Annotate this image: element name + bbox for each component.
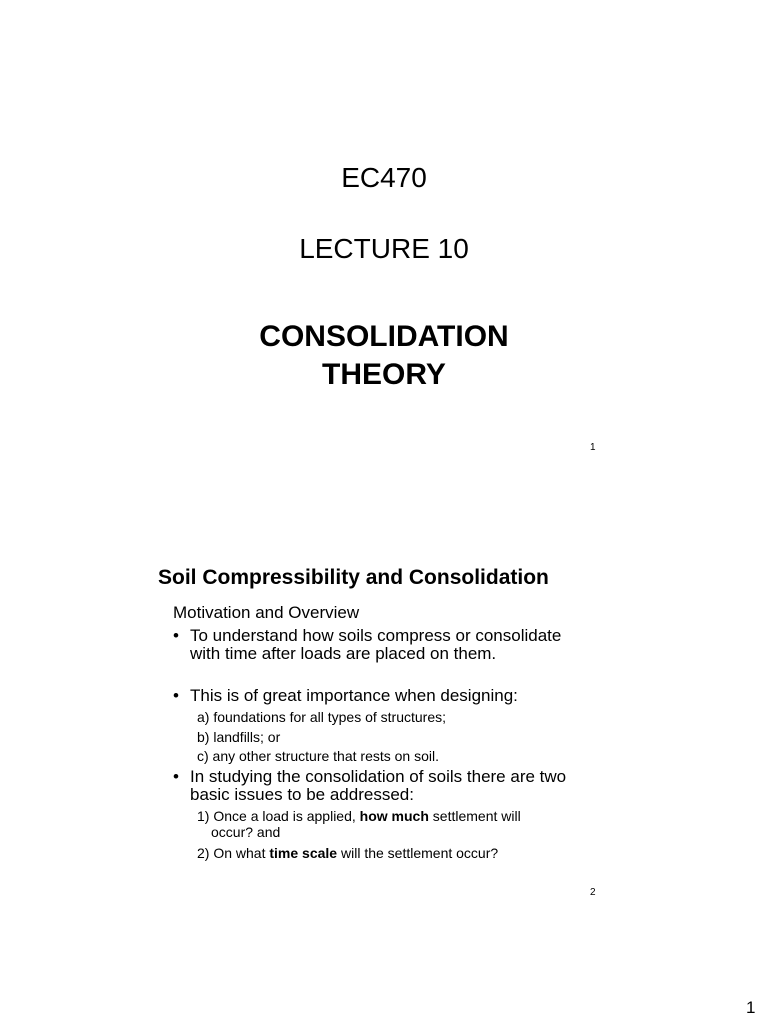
sub-item-2-pre: 2) On what xyxy=(197,845,270,861)
slide2-title: Soil Compressibility and Consolidation xyxy=(158,566,549,589)
sub-item-2-bold: time scale xyxy=(269,845,338,861)
lecture-number: LECTURE 10 xyxy=(299,233,469,264)
sub-item-2-post: will the settlement occur? xyxy=(337,845,499,861)
course-code: EC470 xyxy=(341,162,427,193)
bullet-list-1 xyxy=(173,627,593,663)
page-number: 1 xyxy=(746,998,756,1017)
slide2-number: 2 xyxy=(590,887,596,898)
sub-item-b: b) landfills; or xyxy=(197,729,281,745)
sub-item-1-post: settlement will xyxy=(428,808,521,824)
sub-item-a: a) foundations for all types of structures; xyxy=(197,709,447,725)
sub-item-1-bold: how much xyxy=(359,808,429,824)
bullet-list-2 xyxy=(173,687,593,705)
slide1-title xyxy=(0,318,768,394)
bullet-item: • This is of great importance when designing: xyxy=(173,687,593,705)
bullet-item: • To understand how soils compress or consolidate with time after loads are placed on them. xyxy=(173,627,593,663)
sub-item-1 xyxy=(197,808,577,840)
sub-item-1-pre: 1) Once a load is applied, xyxy=(197,808,360,824)
slide1-number: 1 xyxy=(590,442,596,453)
sub-item-c: c) any other structure that rests on soil. xyxy=(197,748,439,764)
bullet-item: • In studying the consolidation of soils there are two basic issues to be addressed: xyxy=(173,768,593,804)
slide2-subtitle: Motivation and Overview xyxy=(173,603,360,622)
sub-item-2 xyxy=(197,845,577,861)
bullet-list-3 xyxy=(173,768,593,804)
slide1-title-line1: CONSOLIDATION xyxy=(259,320,509,353)
slide1-title-line2: THEORY xyxy=(322,358,446,391)
sub-item-1-line2: occur? and xyxy=(211,824,281,840)
